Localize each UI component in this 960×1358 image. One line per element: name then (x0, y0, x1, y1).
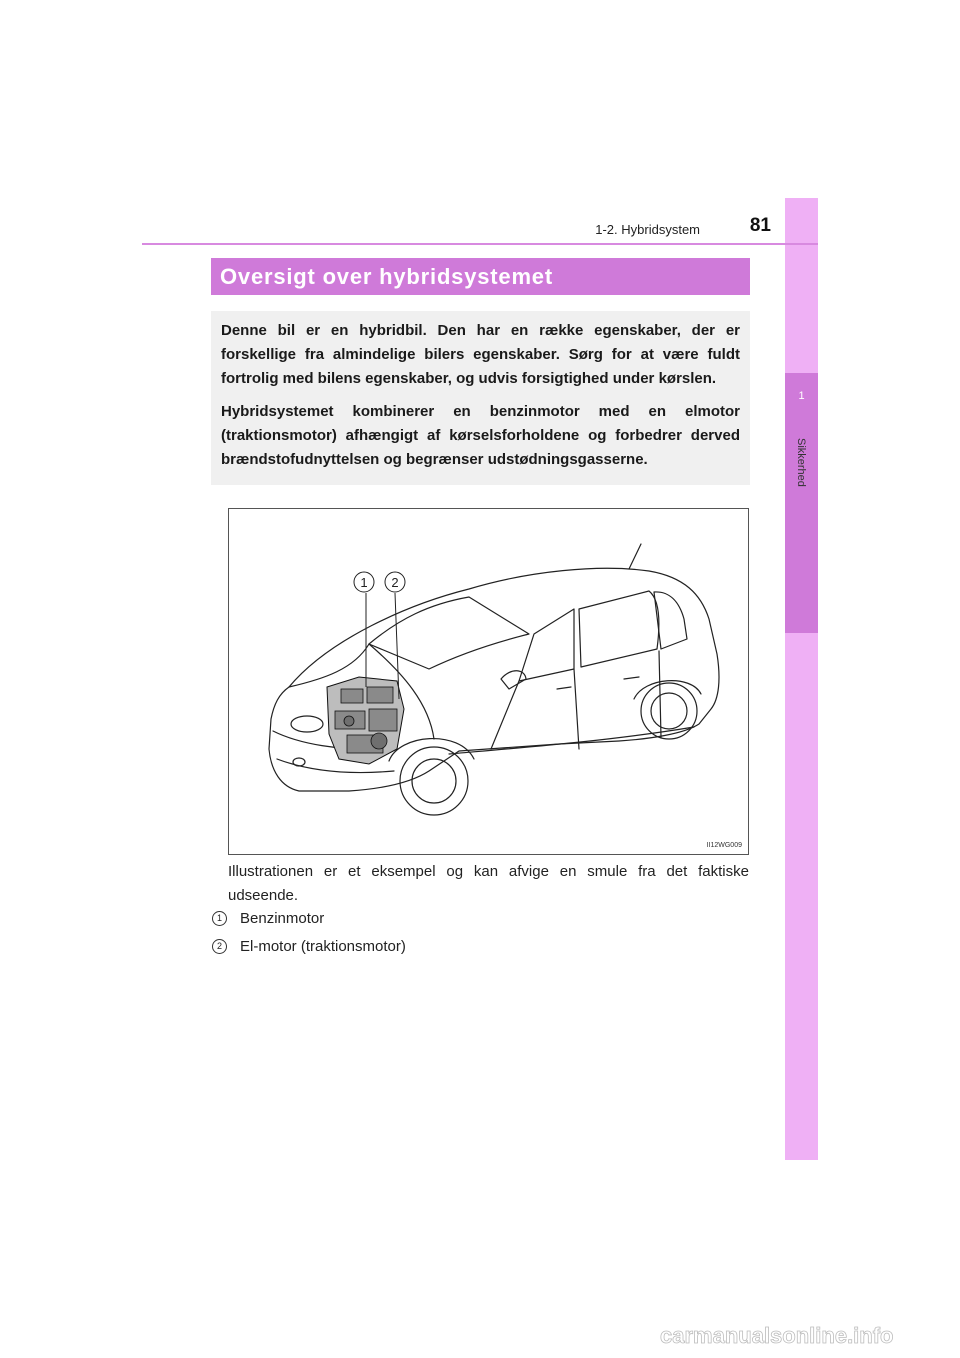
figure-code: II12WG009 (706, 842, 742, 849)
legend-label: Benzinmotor (240, 909, 325, 927)
page-number: 81 (749, 215, 771, 236)
page-title: Oversigt over hybridsystemet (220, 264, 553, 289)
hybrid-car-drawing (229, 509, 748, 854)
intro-box (211, 311, 750, 485)
chapter-name: Sikkerhed (795, 438, 807, 487)
chapter-number: 1 (798, 390, 805, 402)
figure-caption: Illustrationen er et eksempel og kan afvige en smule fra det faktiske udseende. (228, 863, 749, 904)
watermark-text: carmanualsonline.info (660, 1323, 894, 1348)
car-illustration (228, 508, 749, 855)
legend-number: 1 (212, 911, 227, 926)
callout-1: 1 (360, 575, 368, 590)
header-divider (142, 243, 818, 245)
legend-label: El-motor (traktionsmotor) (240, 937, 406, 955)
title-band (211, 258, 750, 295)
legend-item-gasoline-engine (212, 907, 324, 929)
chapter-side-tab (785, 198, 818, 1160)
section-title: 1-2. Hybridsystem (595, 222, 700, 237)
intro-paragraph-1: Denne bil er en hybridbil. Den har en række egenskaber, der er forskellige fra almindelige bilers egenskaber. Sørg for at være fuldt fortrolig med bilens egenskaber, og udvis forsigtighed under kørslen. (221, 322, 740, 387)
legend-item-electric-motor (212, 935, 406, 957)
watermark-logo (660, 1322, 950, 1348)
intro-paragraph-2: Hybridsystemet kombinerer en benzinmotor med en elmotor (traktionsmotor) afhængigt af kørselsforholdene og forbedrer derved brændstofudnyttelsen og begrænser udstødningsgasserne. (221, 403, 740, 468)
legend-number: 2 (212, 939, 227, 954)
callout-2: 2 (391, 575, 399, 590)
